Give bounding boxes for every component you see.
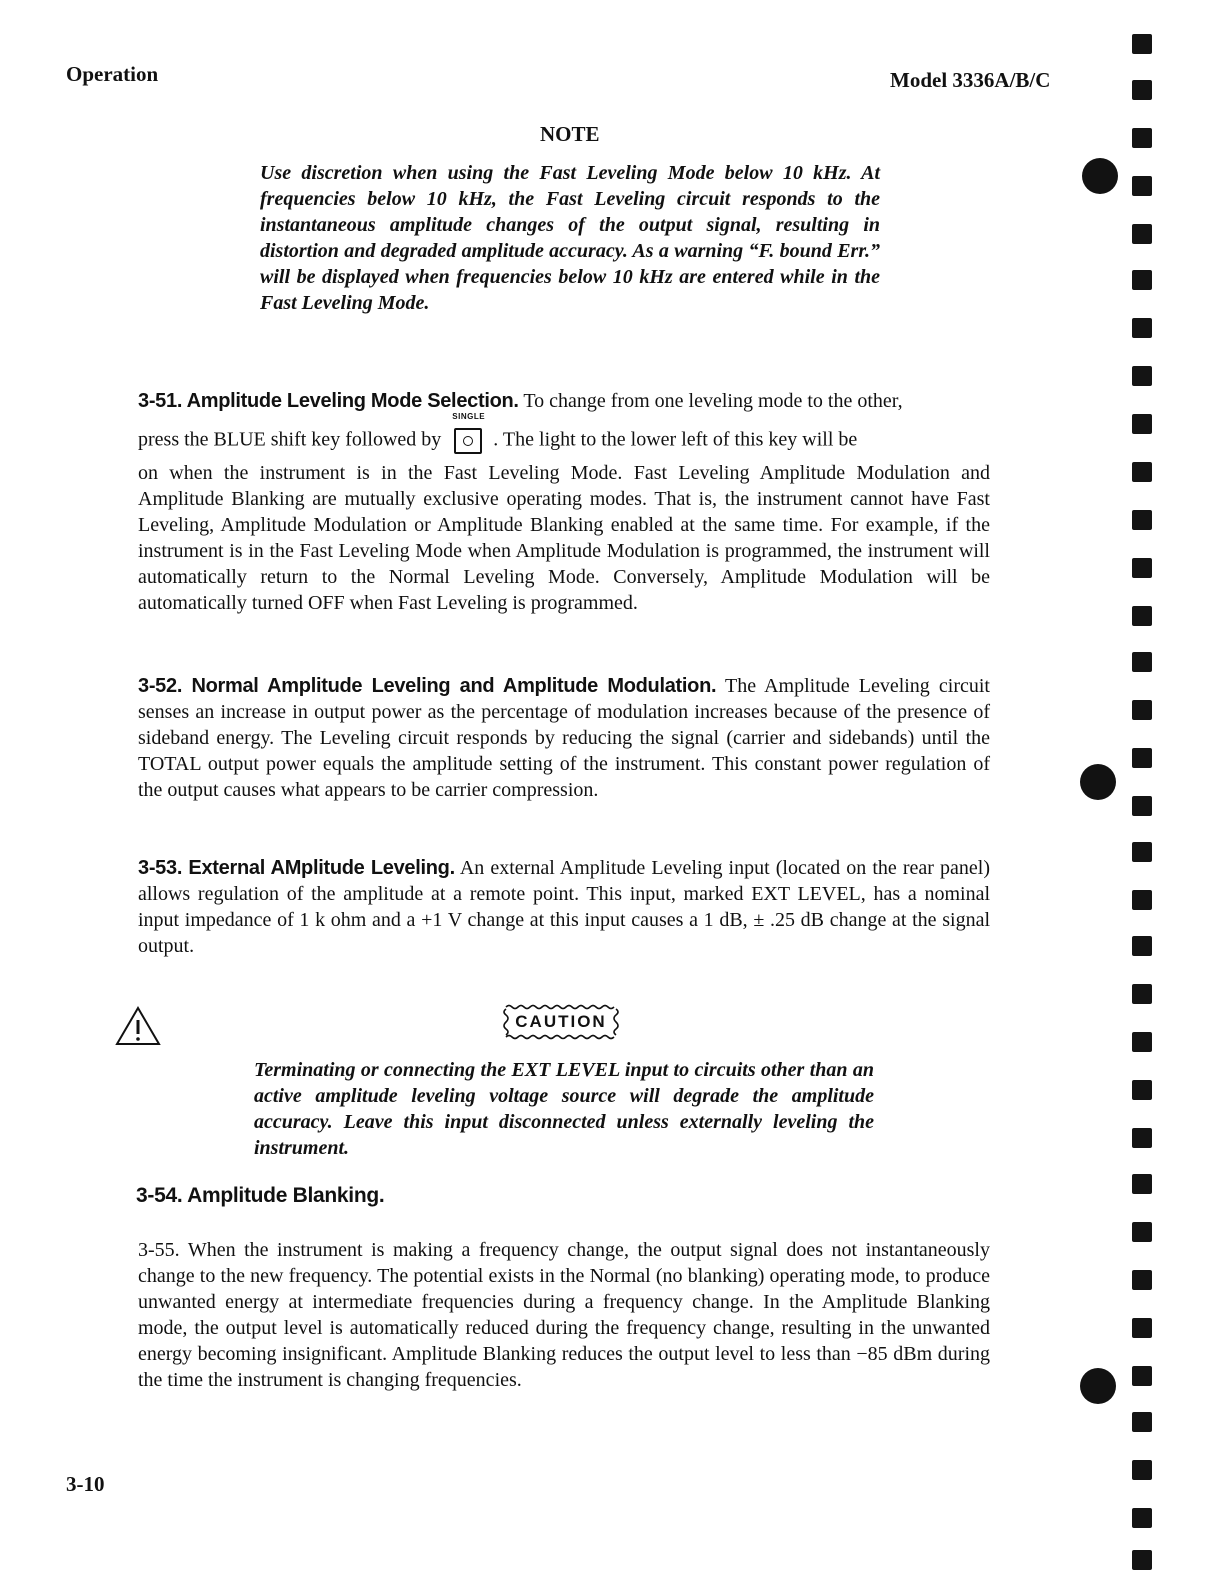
margin-dot-icon	[1080, 764, 1116, 800]
heading-3-52: 3-52. Normal Amplitude Leveling and Amplitude Modulation.	[138, 675, 717, 697]
binding-hole-icon	[1132, 1318, 1152, 1338]
binding-hole-icon	[1132, 1460, 1152, 1480]
paragraph-3-55: 3-55. When the instrument is making a frequency change, the output signal does not instantaneously change to the new frequency. The potential exists in the Normal (no blanking) operating mode, to produce unwanted energy at intermediate frequencies during a frequency change. In the Amplitude Blanking mode, the output level is automatically reduced during the frequency change, resulting in the unwanted energy becoming insignificant. Amplitude Blanking reduces the output level to less than −85 dBm during the time the instrument is changing frequencies.	[138, 1239, 990, 1391]
binding-hole-icon	[1132, 1032, 1152, 1052]
binding-hole-icon	[1132, 1412, 1152, 1432]
running-header-model: Model 3336A/B/C	[890, 68, 1051, 92]
caution-text: CAUTION	[515, 1012, 607, 1031]
binding-hole-icon	[1132, 748, 1152, 768]
binding-hole-icon	[1132, 1174, 1152, 1194]
paragraph-3-51-start: To change from one leveling mode to the other,	[523, 390, 903, 412]
page-number: 3-10	[66, 1472, 105, 1496]
paragraph-3-51-line2	[138, 412, 858, 454]
binding-hole-icon	[1132, 510, 1152, 530]
paragraph-3-53-body: An external Amplitude Leveling input (located on the rear panel) allows regulation of the amplitude at a remote point. This input, marked EXT LEVEL, has a nominal input impedance of 1 k ohm and a +1 V change at this input causes a 1 dB, ± .25 dB change at the signal output.	[138, 857, 990, 957]
binding-hole-icon	[1132, 890, 1152, 910]
binding-hole-icon	[1132, 1128, 1152, 1148]
binding-hole-icon	[1132, 652, 1152, 672]
key-box-icon	[454, 428, 482, 454]
single-key-label: SINGLE	[452, 412, 486, 421]
binding-hole-icon	[1132, 318, 1152, 338]
running-header-section: Operation	[66, 62, 159, 86]
binding-hole-icon	[1132, 1366, 1152, 1386]
binding-hole-icon	[1132, 80, 1152, 100]
binding-hole-icon	[1132, 936, 1152, 956]
binding-hole-icon	[1132, 414, 1152, 434]
heading-3-51: 3-51. Amplitude Leveling Mode Selection.	[138, 390, 519, 412]
paragraph-3-51-line1	[138, 388, 990, 414]
binding-hole-icon	[1132, 128, 1152, 148]
note-body: Use discretion when using the Fast Leveling Mode below 10 kHz. At frequencies below 10 kHz, the Fast Leveling circuit responds to the instantaneous amplitude changes of the output signal, resulting in distortion and degraded amplitude accuracy. As a warning “F. bound Err.” will be displayed when frequencies below 10 kHz are entered while in the Fast Leveling Mode.	[260, 162, 880, 314]
binding-hole-icon	[1132, 1080, 1152, 1100]
heading-3-54: 3-54. Amplitude Blanking.	[136, 1184, 385, 1207]
binding-hole-icon	[1132, 1508, 1152, 1528]
binding-hole-icon	[1132, 224, 1152, 244]
binding-hole-icon	[1132, 558, 1152, 578]
binding-hole-icon	[1132, 1270, 1152, 1290]
paragraph-3-51-body: on when the instrument is in the Fast Leveling Mode. Fast Leveling Amplitude Modulation and Amplitude Blanking are mutually exclusive operating modes. That is, the instrument cannot have Fast Leveling, Amplitude Modulation or Amplitude Blanking enabled at the same time. For example, if the instrument is in the Fast Leveling Mode when Amplitude Modulation is programmed, the instrument will automatically return to the Normal Leveling Mode. Conversely, Amplitude Modulation will be automatically turned OFF when Fast Leveling is programmed.	[138, 462, 990, 614]
binding-hole-icon	[1132, 796, 1152, 816]
binding-hole-icon	[1132, 176, 1152, 196]
paragraph-3-52-body: The Amplitude Leveling circuit senses an increase in output power as the percentage of modulation increases because of the presence of sideband energy. The Leveling circuit responds by reducing the signal (carrier and sidebands) until the TOTAL output power equals the amplitude setting of the instrument. This constant power regulation of the output causes what appears to be carrier compression.	[138, 675, 990, 801]
heading-3-53: 3-53. External AMplitude Leveling.	[138, 857, 455, 879]
binding-hole-icon	[1132, 1222, 1152, 1242]
paragraph-3-53	[138, 855, 990, 959]
binding-hole-icon	[1132, 606, 1152, 626]
binding-hole-icon	[1132, 366, 1152, 386]
binding-hole-icon	[1132, 842, 1152, 862]
margin-dot-icon	[1080, 1368, 1116, 1404]
binding-hole-icon	[1132, 984, 1152, 1004]
note-title: NOTE	[540, 122, 600, 146]
single-key-icon	[452, 412, 486, 454]
binding-hole-icon	[1132, 34, 1152, 54]
paragraph-3-52	[138, 673, 990, 803]
caution-label	[500, 1003, 622, 1041]
binding-hole-icon	[1132, 270, 1152, 290]
binding-hole-icon	[1132, 1550, 1152, 1570]
paragraph-3-51-after-key: . The light to the lower left of this key will be	[493, 428, 858, 451]
binding-hole-icon	[1132, 462, 1152, 482]
margin-dot-icon	[1082, 158, 1118, 194]
caution-body: Terminating or connecting the EXT LEVEL input to circuits other than an active amplitude leveling voltage source will degrade the amplitude accuracy. Leave this input disconnected unless externally leveling the instrument.	[254, 1059, 874, 1159]
binding-hole-icon	[1132, 700, 1152, 720]
paragraph-3-51-before-key: press the BLUE shift key followed by	[138, 428, 442, 451]
warning-triangle-icon	[114, 1005, 162, 1047]
